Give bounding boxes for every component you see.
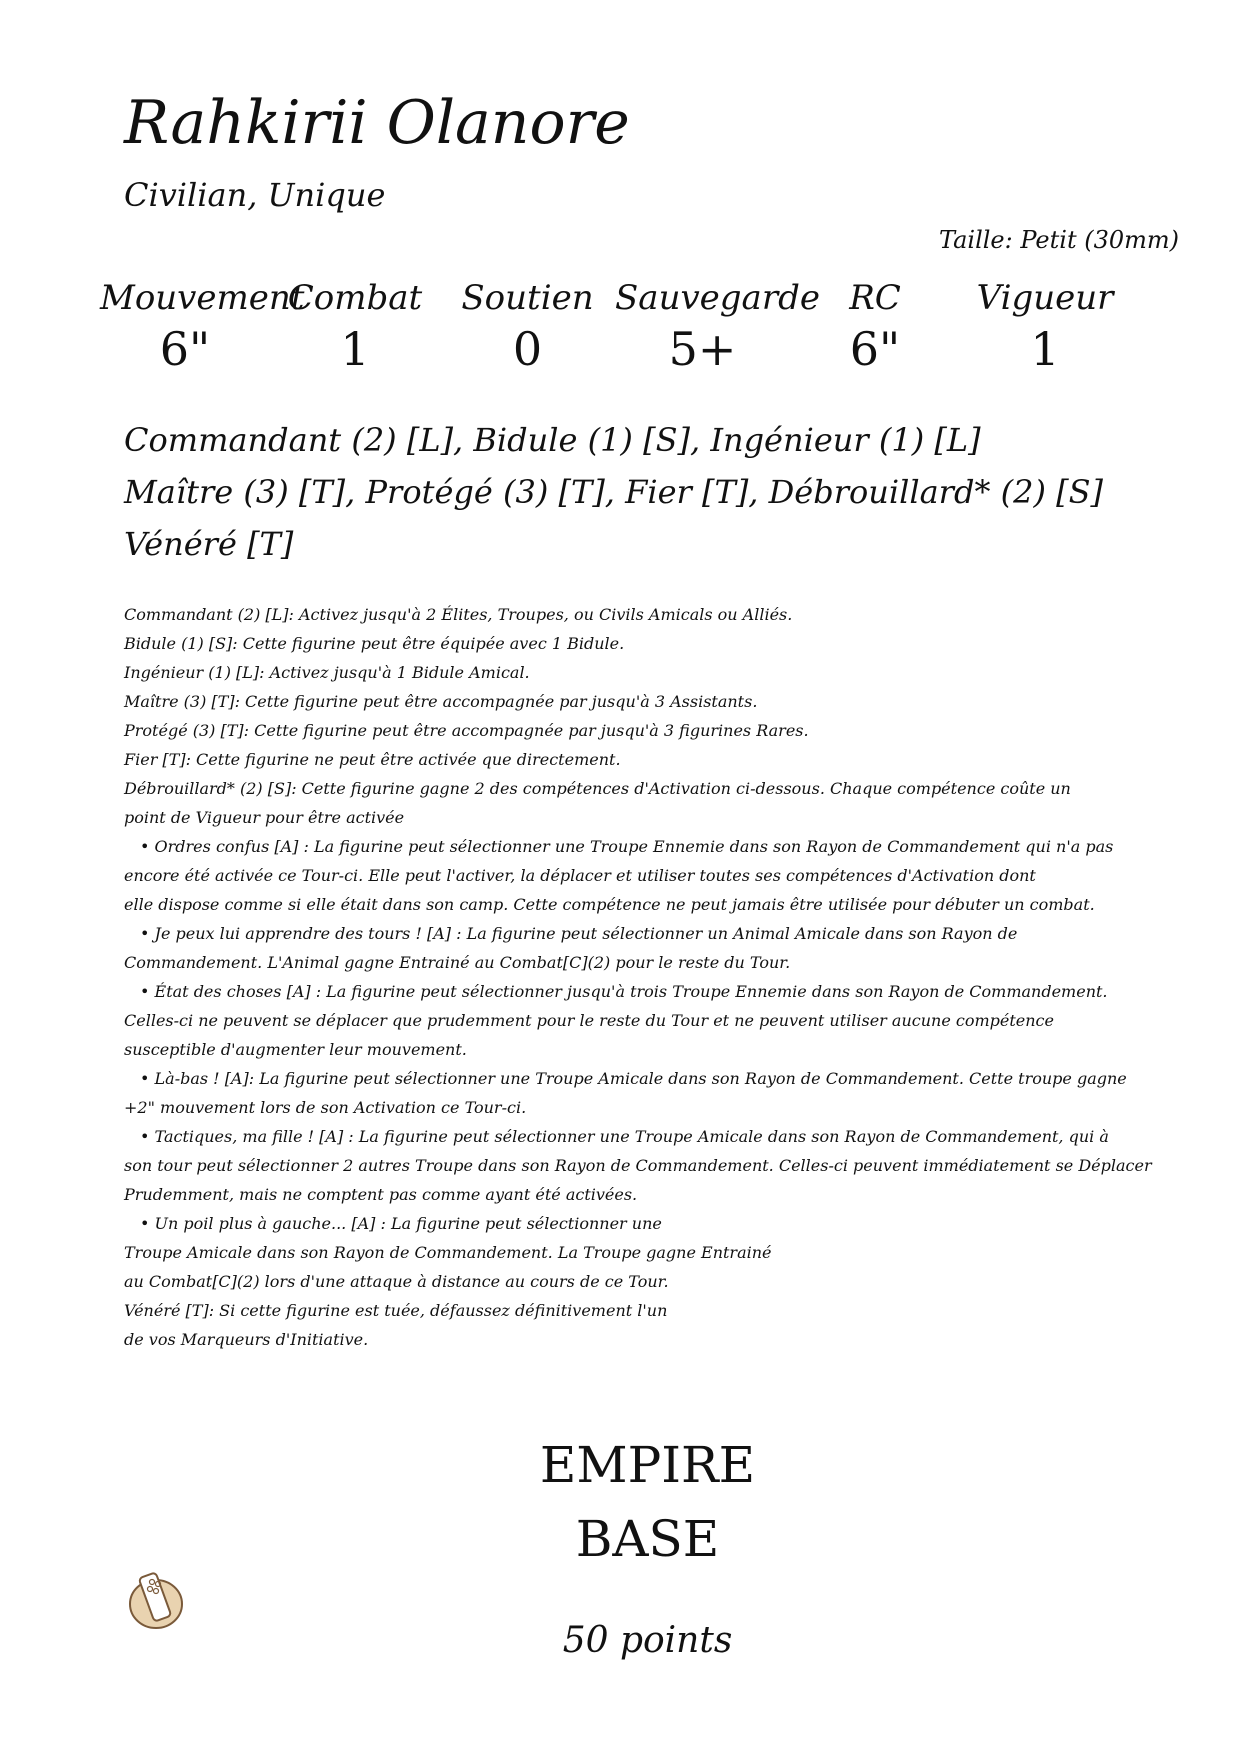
rule-line: +2" mouvement lors de son Activation ce Tour-ci.	[124, 1098, 527, 1117]
character-type: Civilian, Unique	[124, 176, 386, 214]
rule-line: Bidule (1) [S]: Cette figurine peut être équipée avec 1 Bidule.	[124, 634, 625, 653]
stat-soutien	[440, 278, 615, 376]
character-name: Rahkirii Olanore	[124, 88, 630, 158]
stat-vigueur	[960, 278, 1130, 376]
stat-mouvement	[100, 278, 305, 376]
keyword-line: Maître (3) [T], Protégé (3) [T], Fier [T], Débrouillard* (2) [S]	[124, 473, 1104, 511]
rule-line: Protégé (3) [T]: Cette figurine peut être accompagnée par jusqu'à 3 figurines Rares.	[124, 721, 809, 740]
rule-line: Commandement. L'Animal gagne Entrainé au Combat[C](2) pour le reste du Tour.	[124, 953, 791, 972]
rule-sub-ability: • Je peux lui apprendre des tours ! [A] : La figurine peut sélectionner un Animal Amicale dans son Rayon de	[140, 924, 1018, 943]
stat-value: 0	[512, 322, 543, 376]
rule-sub-ability: • Un poil plus à gauche... [A] : La figurine peut sélectionner une	[140, 1214, 662, 1233]
rules-text	[124, 600, 1154, 1354]
stat-sauvegarde	[615, 278, 820, 376]
rule-line: Troupe Amicale dans son Rayon de Commandement. La Troupe gagne Entrainé	[124, 1243, 772, 1262]
stat-label: Vigueur	[976, 278, 1114, 318]
rule-line: Vénéré [T]: Si cette figurine est tuée, défaussez définitivement l'un	[124, 1301, 668, 1320]
points-cost: 50 points	[562, 1620, 733, 1661]
stat-rc	[790, 278, 960, 376]
stat-line	[100, 278, 1180, 376]
stat-label: Mouvement	[100, 278, 305, 318]
rule-line: Celles-ci ne peuvent se déplacer que prudemment pour le reste du Tour et ne peuvent utiliser aucune compétence	[124, 1011, 1054, 1030]
stat-label: RC	[849, 278, 901, 318]
rule-line: son tour peut sélectionner 2 autres Troupe dans son Rayon de Commandement. Celles-ci peuvent immédiatement se Déplacer	[124, 1156, 1152, 1175]
rule-line: au Combat[C](2) lors d'une attaque à distance au cours de ce Tour.	[124, 1272, 669, 1291]
keyword-line: Commandant (2) [L], Bidule (1) [S], Ingénieur (1) [L]	[124, 421, 981, 459]
stat-value: 1	[1030, 322, 1060, 376]
scroll-seal-icon	[126, 1568, 190, 1632]
stat-value: 5+	[668, 322, 737, 376]
rule-line: Maître (3) [T]: Cette figurine peut être accompagnée par jusqu'à 3 Assistants.	[124, 692, 758, 711]
rule-sub-ability: • État des choses [A] : La figurine peut sélectionner jusqu'à trois Troupe Ennemie dans son Rayon de Commandement.	[140, 982, 1108, 1001]
stat-label: Sauvegarde	[615, 278, 820, 318]
rule-sub-ability: • Là-bas ! [A]: La figurine peut sélectionner une Troupe Amicale dans son Rayon de Commandement. Cette troupe gagne	[140, 1069, 1127, 1088]
rule-sub-ability: • Ordres confus [A] : La figurine peut sélectionner une Troupe Ennemie dans son Rayon de Commandement qui n'a pas	[140, 837, 1114, 856]
faction-list: BASE	[575, 1510, 720, 1568]
rule-line: Prudemment, mais ne comptent pas comme ayant été activées.	[124, 1185, 638, 1204]
stat-label: Soutien	[461, 278, 594, 318]
rule-line: elle dispose comme si elle était dans son camp. Cette compétence ne peut jamais être utilisée pour débuter un combat.	[124, 895, 1095, 914]
rule-line: point de Vigueur pour être activée	[124, 808, 405, 827]
rule-line: Ingénieur (1) [L]: Activez jusqu'à 1 Bidule Amical.	[124, 663, 530, 682]
ability-keywords	[124, 414, 1184, 570]
rule-line: Fier [T]: Cette figurine ne peut être activée que directement.	[124, 750, 621, 769]
rule-line: susceptible d'augmenter leur mouvement.	[124, 1040, 467, 1059]
stat-combat	[270, 278, 440, 376]
rule-sub-ability: • Tactiques, ma fille ! [A] : La figurine peut sélectionner une Troupe Amicale dans son Rayon de Commandement, qui à	[140, 1127, 1109, 1146]
rule-line: Commandant (2) [L]: Activez jusqu'à 2 Élites, Troupes, ou Civils Amicals ou Alliés.	[124, 605, 793, 624]
stat-value: 6"	[849, 322, 901, 376]
rule-line: de vos Marqueurs d'Initiative.	[124, 1330, 369, 1349]
faction-name: EMPIRE	[539, 1436, 756, 1494]
base-size: Taille: Petit (30mm)	[938, 226, 1179, 254]
rule-line: Débrouillard* (2) [S]: Cette figurine gagne 2 des compétences d'Activation ci-dessous. Chaque compétence coûte un	[124, 779, 1071, 798]
stat-value: 6"	[159, 322, 211, 376]
keyword-line: Vénéré [T]	[124, 525, 294, 563]
rule-line: encore été activée ce Tour-ci. Elle peut l'activer, la déplacer et utiliser toutes ses compétences d'Activation dont	[124, 866, 1036, 885]
stat-label: Combat	[287, 278, 423, 318]
stat-value: 1	[340, 322, 370, 376]
